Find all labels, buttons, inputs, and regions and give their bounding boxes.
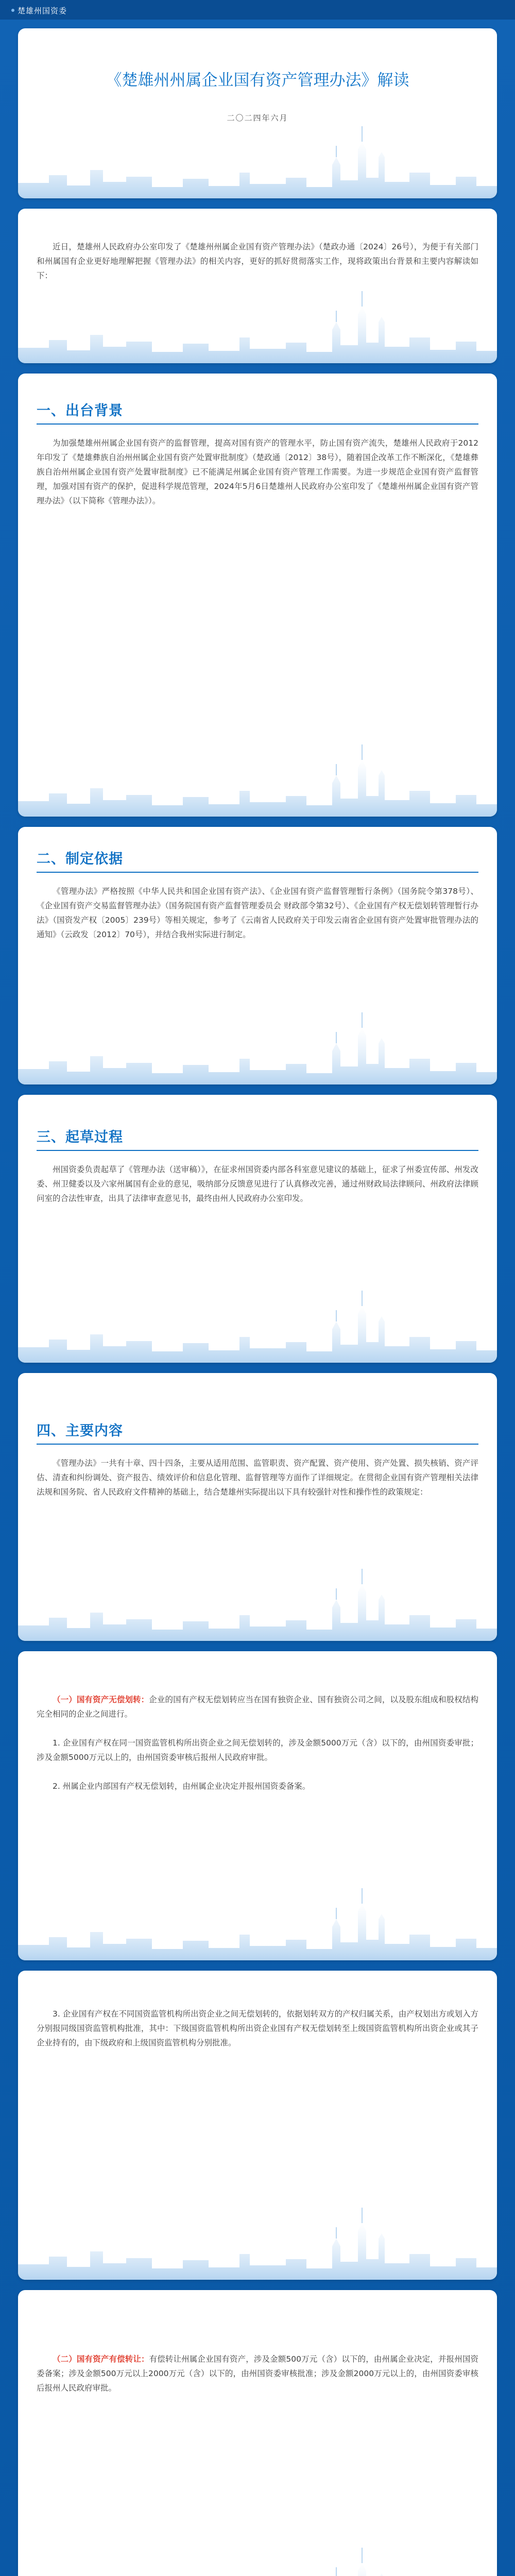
item-paragraph [37,2352,478,2395]
document-title: 《楚雄州州属企业国有资产管理办法》解读 [106,71,409,90]
item-text: 有偿转让州属企业国有资产，涉及金额500万元（含）以下的，由州属企业决定，并报州国资委备案；涉及金额500万元以上2000万元（含）以下的，由州国资委审核批准；涉及金额2000万元以上的，由州国资委审核后报州人民政府审批。 [37,2354,478,2393]
section-heading: 二、制定依据 [37,851,123,867]
section-divider [37,1444,478,1445]
brand-dot-icon [11,9,14,12]
intro-card [18,209,497,363]
item-label: （一）国有资产无偿划转： [53,1695,149,1704]
section-content-card [18,1373,497,1641]
item-point: 1. 企业国有产权在同一国资监管机构所出资企业之间无偿划转的，涉及金额5000万元（含）以下的，由州国资委审批；涉及金额5000万元以上的，由州国资委审核后报州人民政府审批。 [37,1738,478,1762]
section-basis-card [18,827,497,1084]
item-point: 2. 州属企业内部国有产权无偿划转，由州属企业决定并报州国资委备案。 [53,1782,311,1791]
skyline-decoration [18,1883,497,1960]
title-card [18,28,497,198]
skyline-decoration [18,1007,497,1084]
section-paragraph: 《管理办法》一共有十章、四十四条，主要从适用范围、监管职责、资产配置、资产使用、资产处置、损失核销、资产评估、清查和纠纷调处、资产报告、绩效评价和信息化管理、监督管理等方面作了详细规定。在贯彻企业国有资产管理相关法律法规和国务院、省人民政府文件精神的基础上，结合楚雄州实际提出以下具有较强针对性和操作性的政策规定： [37,1459,478,1497]
item-point: 3. 企业国有产权在不同国资监管机构所出资企业之间无偿划转的，依据划转双方的产权归属关系，由产权划出方或划入方分别报同级国资监管机构批准，其中：下级国资监管机构所出资企业国有产权无偿划转至上级国资监管机构所出资企业或其子企业持有的，由下级政府和上级国资监管机构分别批准。 [37,2009,478,2047]
item-paragraph [37,1692,478,1721]
intro-paragraph: 近日，楚雄州人民政府办公室印发了《楚雄州州属企业国有资产管理办法》（楚政办通〔2024〕26号），为便于有关部门和州属国有企业更好地理解把握《管理办法》的相关内容，更好的抓好贯彻落实工作，现将政策出台背景和主要内容解读如下： [37,242,478,280]
skyline-decoration [18,2543,497,2576]
section-divider [37,1150,478,1151]
section-heading: 四、主要内容 [37,1423,123,1439]
section-heading: 三、起草过程 [37,1129,123,1145]
item-text: 企业的国有产权无偿划转应当在国有独资企业、国有独资公司之间，以及股东组成和股权结构完全相同的企业之间进行。 [37,1695,478,1719]
skyline-decoration [18,121,497,198]
section-paragraph: 州国资委负责起草了《管理办法（送审稿）》，在征求州国资委内部各科室意见建议的基础上，征求了州委宣传部、州发改委、州卫健委以及六家州属国有企业的意见，吸纳部分反馈意见进行了认真修改完善，通过州财政局法律顾问、州政府法律顾问室的合法性审查，出具了法律审查意见书，最终由州人民政府办公室印发。 [37,1165,478,1203]
top-bar [0,0,515,20]
section-drafting-card [18,1095,497,1363]
skyline-decoration [18,1285,497,1363]
section-divider [37,872,478,873]
section-paragraph: 《管理办法》严格按照《中华人民共和国企业国有资产法》、《企业国有资产监督管理暂行条例》（国务院令第378号）、《企业国有资产交易监督管理办法》（国务院国有资产监督管理委员会 财政部令第32号）、《企业国有产权无偿划转管理暂行办法》（国资发产权〔2005〕239号）等相关规定，参考了《云南省人民政府关于印发云南省企业国有资产处置审批管理办法的通知》（云政发〔2012〕70号），并结合我州实际进行制定。 [37,887,478,939]
free-transfer-cont-card [18,1971,497,2280]
section-background-card [18,374,497,817]
publish-date: 二〇二四年六月 [227,113,288,123]
skyline-decoration [18,739,497,817]
skyline-decoration [18,2202,497,2280]
item-label: （二）国有资产有偿转让： [53,2354,149,2364]
section-divider [37,423,478,425]
section-heading: 一、出台背景 [37,403,123,419]
brand-label: 楚雄州国资委 [18,6,67,15]
skyline-decoration [18,286,497,363]
paid-transfer-card [18,2290,497,2576]
section-paragraph: 为加强楚雄州州属企业国有资产的监督管理，提高对国有资产的管理水平，防止国有资产流失，楚雄州人民政府于2012年印发了《楚雄彝族自治州州属企业国有资产处置审批制度》（楚政通〔2012〕38号），随着国企改革工作不断深化，《楚雄彝族自治州州属企业国有资产处置审批制度》已不能满足州属企业国有资产管理工作需要。为进一步规范企业国有资产监督管理，加强对国有资产的保护，促进科学规范管理，2024年5月6日楚雄州人民政府办公室印发了《楚雄州州属企业国有资产管理办法》（以下简称《管理办法》）。 [37,438,478,505]
free-transfer-card [18,1651,497,1960]
skyline-decoration [18,1564,497,1641]
